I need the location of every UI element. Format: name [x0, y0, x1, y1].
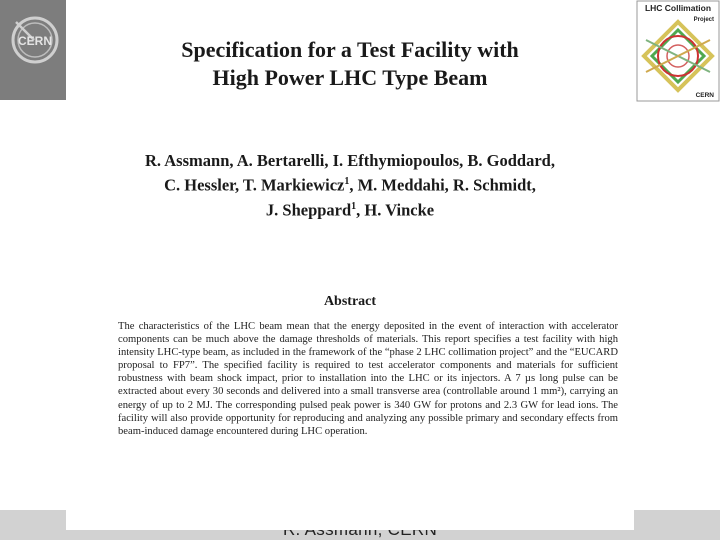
title-line-1: Specification for a Test Facility with	[181, 37, 519, 62]
svg-text:LHC Collimation: LHC Collimation	[644, 3, 712, 13]
title-line-2: High Power LHC Type Beam	[212, 65, 488, 90]
abstract-heading: Abstract	[323, 294, 377, 309]
author-list	[66, 150, 634, 220]
authors-line-2: C. Hessler, T. Markiewicz$^1$, M. Meddahi, R. Schmidt,	[164, 175, 536, 195]
svg-text:CERN: CERN	[695, 92, 714, 99]
authors-line-1: R. Assmann, A. Bertarelli, I. Efthymiopoulos, B. Goddard,	[145, 151, 555, 170]
document-title	[66, 36, 634, 92]
lhc-collimation-logo-icon	[636, 0, 720, 102]
authors-line-3: J. Sheppard$^1$, H. Vincke	[265, 200, 435, 219]
abstract-body: The characteristics of the LHC beam mean that the energy deposited in the event of interaction with accelerator components can be much above the damage thresholds of materials. This report specifies a test facility with high intensity LHC-type beam, as included in the framework of the “phase 2 LHC collimation project” and the “EUCARD proposal to FP7”. The specified facility is required to test accelerator components and materials for sufficient robustness with beam shock impact, prior to installation into the LHC or its injectors. A 7 µs long pulse can be extracted about every 30 seconds and delivered into a small transverse area (controllable around 1 mm²), carrying an energy of up to 2 MJ. The corresponding pulsed peak power is 340 GW for protons and 2.3 GW for lead ions. The facility will also provide opportunity for reproducing and analyzing any possible primary and secondary effects from beam-induced damage encountered during LHC operation.	[118, 321, 618, 437]
svg-text:Project: Project	[693, 17, 714, 23]
svg-text:CERN: CERN	[17, 34, 53, 48]
document-page	[66, 0, 634, 530]
cern-logo-icon	[6, 10, 64, 74]
